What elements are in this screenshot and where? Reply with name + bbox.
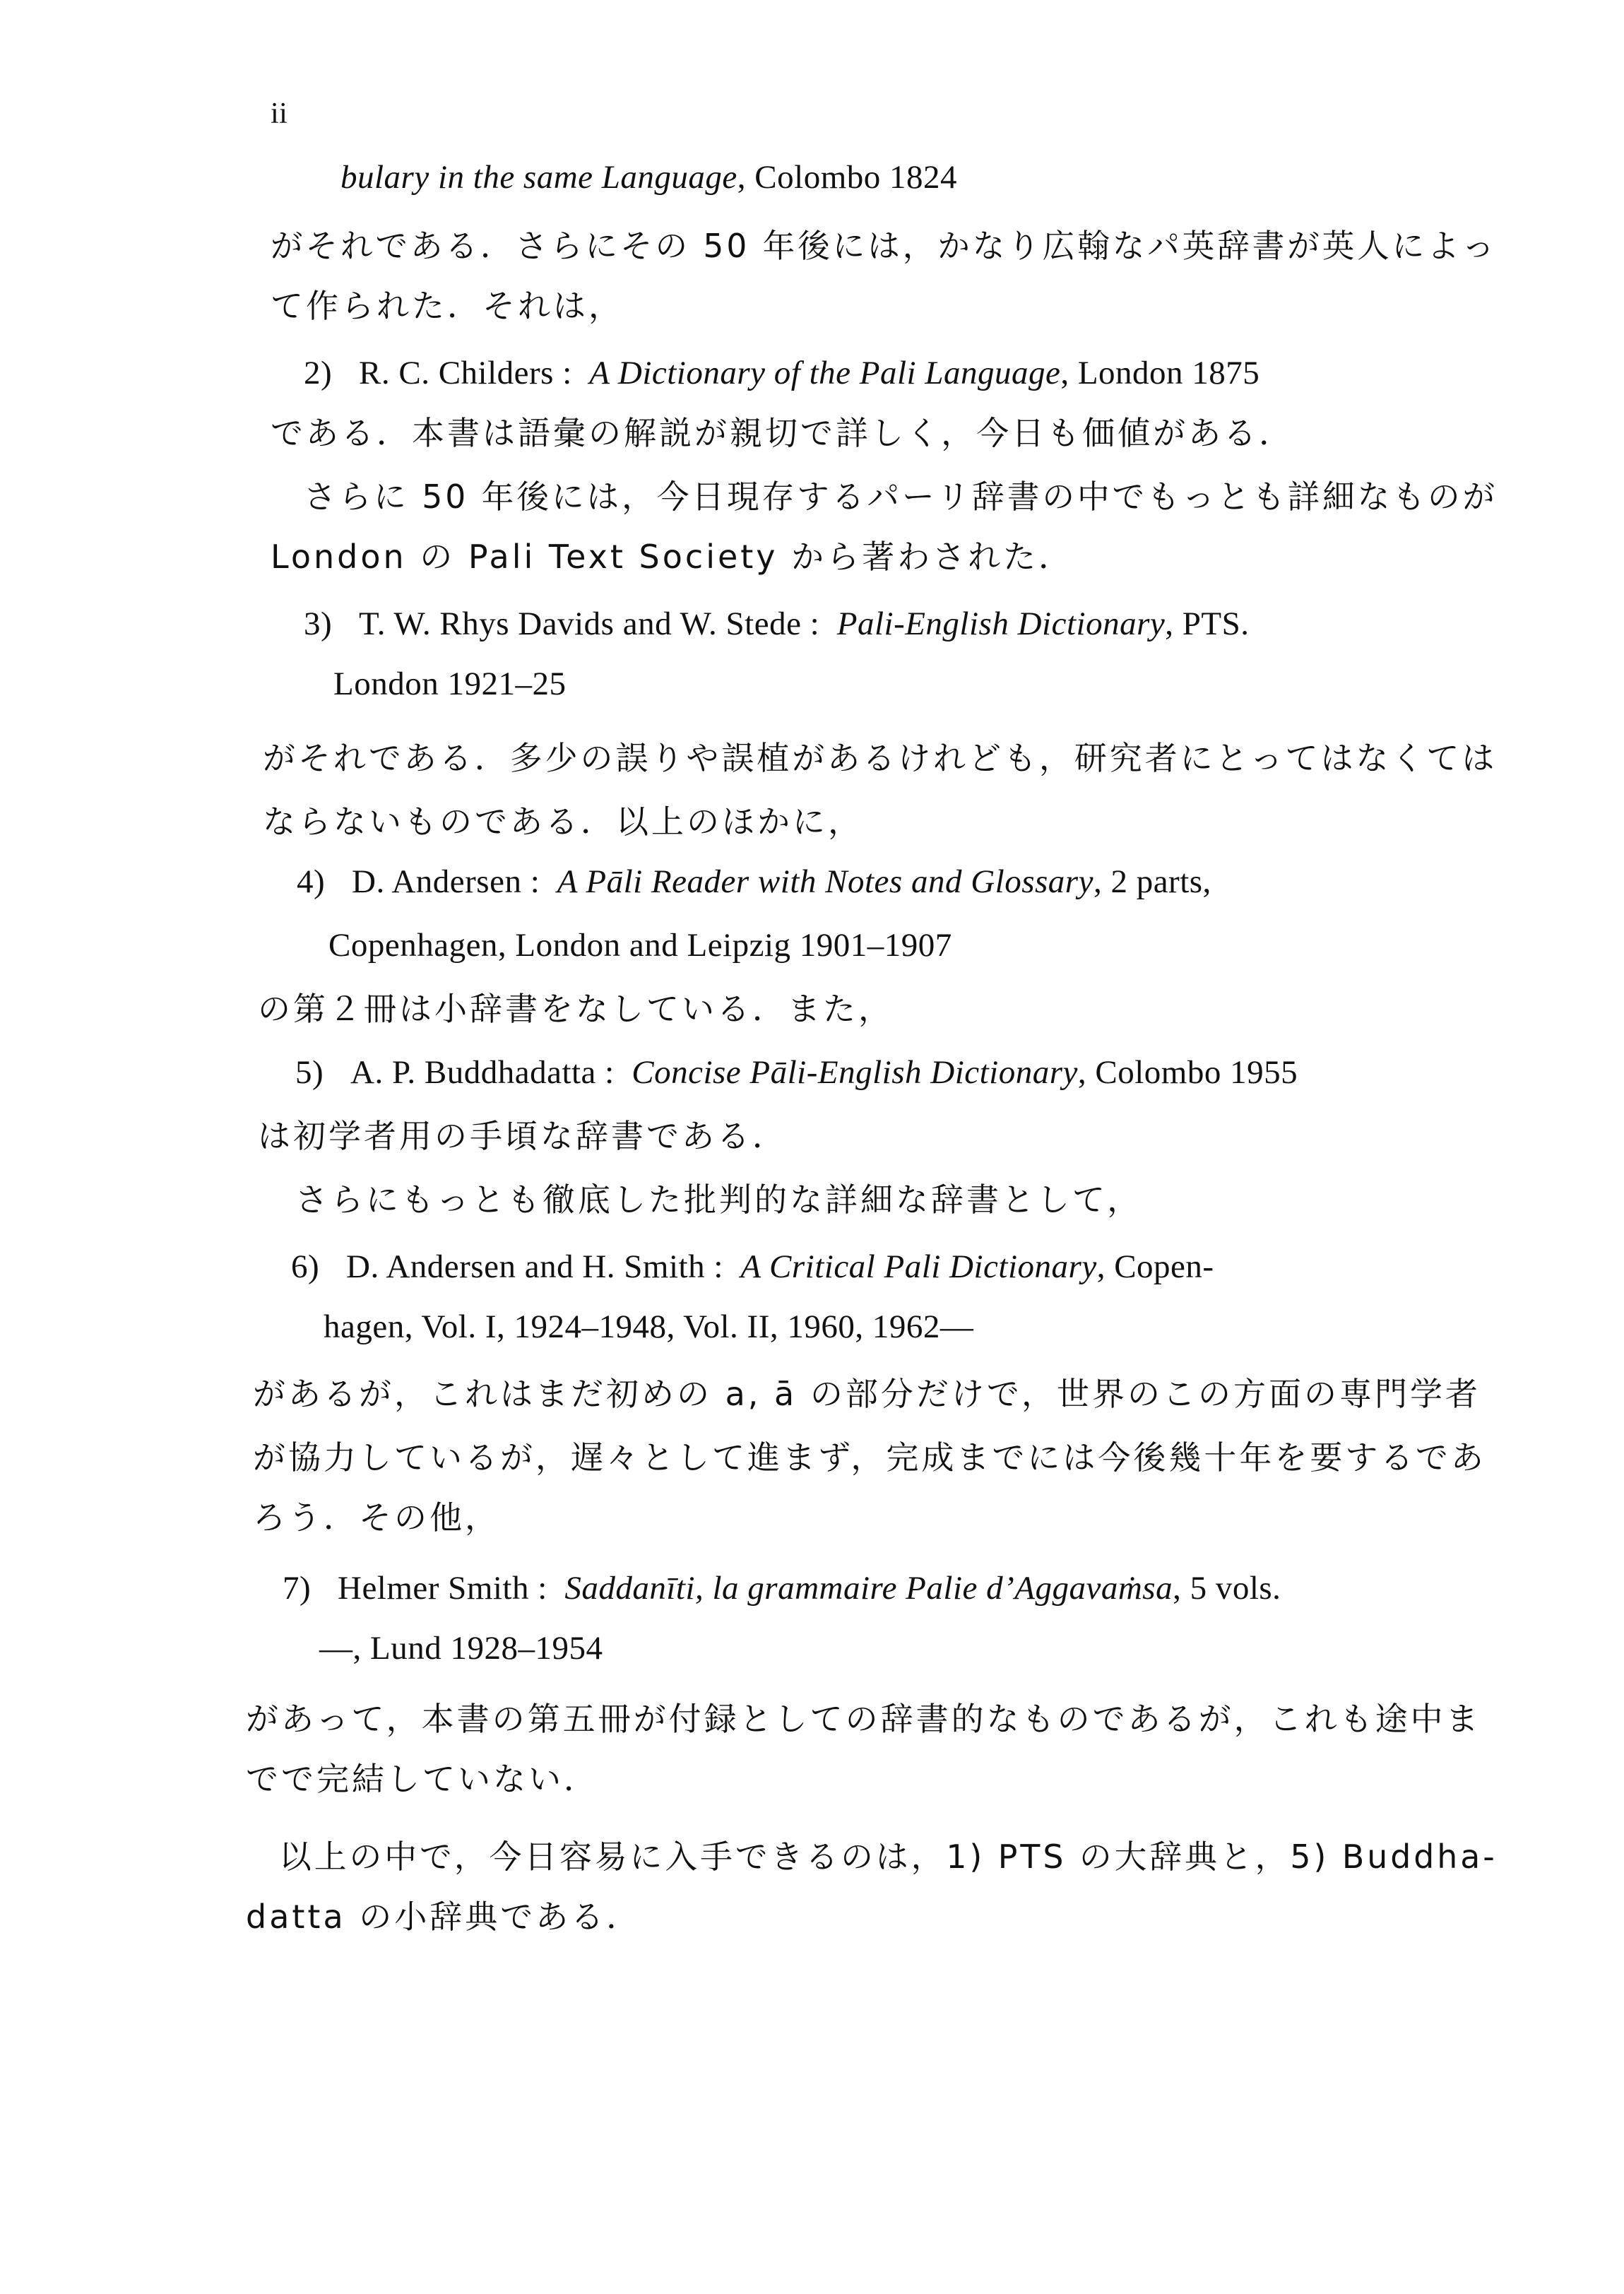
- ref-4-rest: , 2 parts,: [1093, 863, 1211, 900]
- text-line-22: ろう．その他，: [253, 1498, 500, 1537]
- ref-4-title: A Pāli Reader with Notes and Glossary: [557, 863, 1093, 900]
- ref-3-author: T. W. Rhys Davids and W. Stede :: [359, 605, 820, 642]
- reference-6: [291, 1248, 1214, 1285]
- ref-7-number: 7): [283, 1570, 312, 1607]
- ref-5-title: Concise Pāli-English Dictionary: [632, 1054, 1078, 1091]
- text-line-16: は初学者用の手頃な辞書である．: [258, 1117, 788, 1155]
- ref-6-title: A Critical Pali Dictionary: [740, 1248, 1097, 1285]
- text-line-17: さらにもっとも徹底した批判的な詳細な辞書として，: [295, 1181, 1143, 1219]
- reference-6-continuation: hagen, Vol. I, 1924–1948, Vol. II, 1960, 1962—: [324, 1308, 974, 1345]
- ref-5-author: A. P. Buddhadatta :: [350, 1054, 615, 1091]
- reference-2: [304, 357, 1260, 390]
- ref-2-title: A Dictionary of the Pali Language: [589, 355, 1061, 391]
- text-line-20: があるが，これはまだ初めの a, ā の部分だけで，世界のこの方面の専門学者: [253, 1375, 1481, 1413]
- ref-6-author: D. Andersen and H. Smith :: [346, 1248, 723, 1285]
- reference-4-continuation: Copenhagen, London and Leipzig 1901–1907: [328, 927, 952, 964]
- ref-3-title: Pali-English Dictionary: [836, 605, 1166, 642]
- reference-7-continuation: —, Lund 1928–1954: [319, 1630, 603, 1667]
- reference-3: [304, 605, 1250, 642]
- ref-3-number: 3): [304, 605, 333, 642]
- ref-7-title: Saddanīti, la grammaire Palie d’Aggavaṁsa: [564, 1570, 1173, 1607]
- text-line-27: 以上の中で，今日容易に入手できるのは，1) PTS の大辞典と，5) Buddha-: [279, 1838, 1498, 1876]
- ref-2-number: 2): [304, 355, 333, 391]
- text-line-11: ならないものである．以上のほかに，: [263, 803, 863, 841]
- ref-3-rest: , PTS.: [1165, 605, 1250, 642]
- ref-7-rest: , 5 vols.: [1173, 1570, 1281, 1607]
- page-blank-area: [0, 1978, 1624, 2294]
- text-line-28: datta の小辞典である．: [246, 1898, 642, 1936]
- text-line-14: の第２冊は小辞書をなしている．また，: [258, 990, 894, 1028]
- ref-6-number: 6): [291, 1248, 320, 1285]
- text-line-2: がそれである．さらにその 50 年後には，かなり広翰なパ英辞書が英人によっ: [271, 227, 1498, 265]
- ref-5-number: 5): [295, 1054, 324, 1091]
- ref-2-author: R. C. Childers :: [359, 355, 572, 391]
- line-1-italic: bulary in the same Language: [340, 159, 737, 196]
- text-line-5: である．本書は語彙の解説が親切で詳しく，今日も価値がある．: [271, 414, 1295, 452]
- ref-5-rest: , Colombo 1955: [1077, 1054, 1298, 1091]
- text-line-6: さらに 50 年後には，今日現存するパーリ辞書の中でもっとも詳細なものが: [304, 478, 1498, 516]
- page-number: ii: [271, 97, 288, 130]
- reference-5: [295, 1056, 1298, 1089]
- text-line-26: でで完結していない．: [246, 1760, 599, 1798]
- text-line-3: て作られた．それは，: [271, 287, 624, 325]
- reference-3-continuation: London 1921–25: [333, 666, 567, 702]
- ref-4-author: D. Andersen :: [352, 863, 540, 900]
- ref-4-number: 4): [297, 863, 326, 900]
- text-line-10: がそれである．多少の誤りや誤植があるけれども，研究者にとってはなくては: [263, 739, 1498, 777]
- text-line-7: London の Pali Text Society から著わされた．: [271, 538, 1074, 576]
- ref-2-rest: , London 1875: [1060, 355, 1260, 391]
- ref-6-rest: , Copen-: [1096, 1248, 1214, 1285]
- text-line-1: [340, 161, 957, 194]
- ref-7-author: Helmer Smith :: [338, 1570, 547, 1607]
- text-line-21: が協力しているが，遅々として進まず，完成までには今後幾十年を要するであ: [253, 1438, 1486, 1477]
- text-line-25: があって，本書の第五冊が付録としての辞書的なものであるが，これも途中ま: [246, 1700, 1481, 1738]
- line-1-rest: , Colombo 1824: [737, 159, 957, 196]
- reference-4: [297, 865, 1211, 899]
- reference-7: [283, 1572, 1281, 1605]
